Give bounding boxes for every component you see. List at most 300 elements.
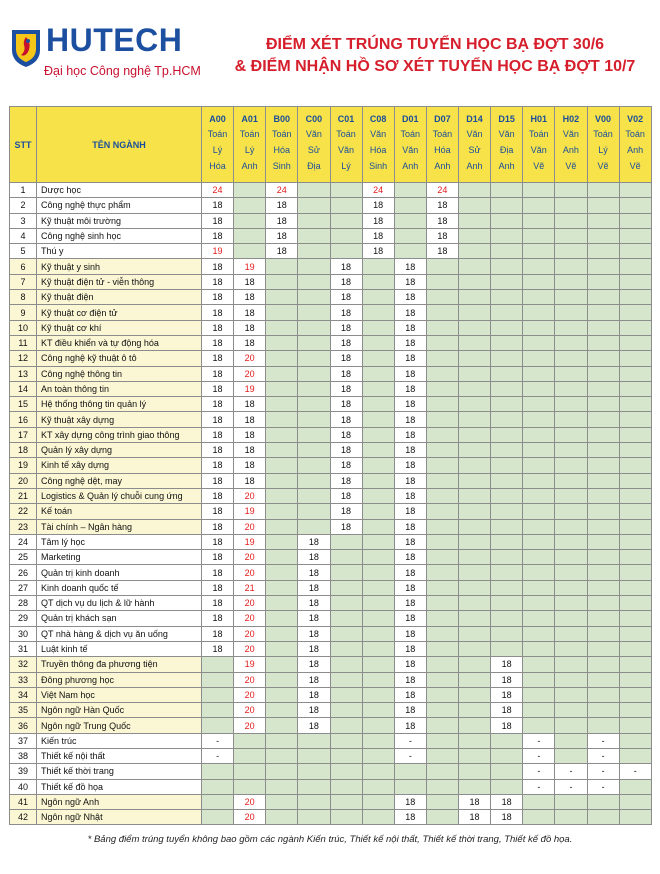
- score-cell: [202, 779, 234, 794]
- table-row: [10, 458, 652, 473]
- score-cell: 18: [394, 641, 426, 656]
- score-cell: [266, 580, 298, 595]
- score-cell: 18: [426, 228, 458, 243]
- score-cell: [523, 183, 555, 198]
- score-cell: [555, 198, 587, 213]
- score-cell: [523, 458, 555, 473]
- score-cell: [491, 779, 523, 794]
- score-cell: [266, 810, 298, 825]
- score-cell: [234, 213, 266, 228]
- score-cell: [491, 641, 523, 656]
- score-cell: [330, 198, 362, 213]
- score-cell: 18: [298, 641, 330, 656]
- score-cell: [202, 657, 234, 672]
- row-stt: 16: [10, 412, 37, 427]
- score-cell: [362, 351, 394, 366]
- score-cell: [298, 794, 330, 809]
- score-cell: [202, 687, 234, 702]
- row-major-name: Ngôn ngữ Hàn Quốc: [37, 703, 202, 718]
- score-cell: [523, 687, 555, 702]
- score-cell: 18: [330, 381, 362, 396]
- score-cell: [619, 259, 651, 274]
- score-cell: [362, 305, 394, 320]
- score-cell: [426, 565, 458, 580]
- score-cell: 20: [234, 641, 266, 656]
- score-cell: 20: [234, 519, 266, 534]
- score-cell: 18: [491, 703, 523, 718]
- row-major-name: Thiết kế thời trang: [37, 764, 202, 779]
- score-cell: [298, 458, 330, 473]
- group-subject: Toán: [239, 129, 260, 139]
- score-cell: [426, 259, 458, 274]
- score-cell: [330, 733, 362, 748]
- shield-logo-icon: [10, 28, 42, 68]
- group-subject: Lý: [212, 145, 223, 155]
- score-cell: 18: [202, 458, 234, 473]
- score-cell: [555, 810, 587, 825]
- score-cell: [330, 794, 362, 809]
- score-cell: [523, 580, 555, 595]
- score-cell: [619, 519, 651, 534]
- group-code: D15: [498, 114, 515, 124]
- score-cell: [523, 320, 555, 335]
- score-cell: [426, 748, 458, 763]
- score-cell: [362, 519, 394, 534]
- score-cell: [523, 427, 555, 442]
- group-code: V02: [627, 114, 644, 124]
- table-row: [10, 488, 652, 503]
- score-cell: [523, 810, 555, 825]
- score-cell: [330, 687, 362, 702]
- score-cell: [330, 764, 362, 779]
- score-cell: [426, 794, 458, 809]
- score-cell: [619, 397, 651, 412]
- score-cell: [619, 626, 651, 641]
- score-cell: [459, 443, 491, 458]
- score-cell: [426, 290, 458, 305]
- header-major-name: TÊN NGÀNH: [37, 107, 202, 183]
- score-cell: [426, 580, 458, 595]
- score-cell: [362, 565, 394, 580]
- score-cell: 18: [491, 718, 523, 733]
- row-major-name: Kỹ thuật điện tử - viễn thông: [37, 274, 202, 289]
- score-cell: [362, 488, 394, 503]
- score-cell: 18: [202, 351, 234, 366]
- score-cell: -: [523, 733, 555, 748]
- table-row: [10, 550, 652, 565]
- score-cell: [266, 351, 298, 366]
- group-subject: Hóa: [434, 145, 451, 155]
- score-cell: [394, 764, 426, 779]
- table-row: [10, 504, 652, 519]
- group-subject: Sinh: [272, 161, 291, 171]
- score-cell: [459, 320, 491, 335]
- row-major-name: Hệ thống thông tin quản lý: [37, 397, 202, 412]
- score-cell: [298, 335, 330, 350]
- score-cell: 18: [362, 228, 394, 243]
- score-cell: [587, 473, 619, 488]
- score-cell: [587, 381, 619, 396]
- group-subject: Vẽ: [597, 161, 609, 171]
- score-cell: [491, 412, 523, 427]
- row-stt: 6: [10, 259, 37, 274]
- score-cell: 20: [234, 626, 266, 641]
- score-cell: 18: [266, 244, 298, 259]
- score-cell: [491, 198, 523, 213]
- score-cell: [555, 733, 587, 748]
- score-cell: 20: [234, 687, 266, 702]
- score-cell: [266, 779, 298, 794]
- score-cell: [266, 611, 298, 626]
- score-cell: 18: [202, 519, 234, 534]
- score-cell: [619, 183, 651, 198]
- row-stt: 33: [10, 672, 37, 687]
- score-cell: [491, 473, 523, 488]
- score-cell: [555, 626, 587, 641]
- row-major-name: Marketing: [37, 550, 202, 565]
- table-row: [10, 351, 652, 366]
- score-cell: 18: [234, 335, 266, 350]
- group-subject: Lý: [598, 145, 608, 155]
- score-cell: [555, 565, 587, 580]
- score-cell: [266, 290, 298, 305]
- brand-tagline: Đại học Công nghệ Tp.HCM: [44, 64, 201, 78]
- score-cell: [555, 213, 587, 228]
- score-cell: 18: [394, 443, 426, 458]
- score-cell: [266, 504, 298, 519]
- group-subject: Sử: [468, 145, 481, 155]
- score-cell: 18: [298, 580, 330, 595]
- score-cell: 18: [330, 320, 362, 335]
- score-cell: [555, 611, 587, 626]
- table-row: [10, 534, 652, 549]
- score-cell: [362, 779, 394, 794]
- score-cell: [298, 305, 330, 320]
- score-cell: [491, 733, 523, 748]
- score-cell: 18: [202, 412, 234, 427]
- score-cell: 18: [394, 794, 426, 809]
- score-cell: [362, 641, 394, 656]
- score-cell: [266, 443, 298, 458]
- score-cell: [298, 764, 330, 779]
- score-cell: 18: [459, 810, 491, 825]
- score-cell: 18: [330, 259, 362, 274]
- score-cell: 24: [202, 183, 234, 198]
- score-cell: 18: [202, 381, 234, 396]
- score-cell: [298, 320, 330, 335]
- score-cell: [523, 412, 555, 427]
- score-cell: [491, 443, 523, 458]
- score-cell: [523, 504, 555, 519]
- group-code: C08: [369, 114, 387, 124]
- score-cell: [555, 596, 587, 611]
- row-stt: 15: [10, 397, 37, 412]
- score-cell: [619, 412, 651, 427]
- group-subject: Văn: [466, 129, 483, 139]
- score-cell: [523, 488, 555, 503]
- row-stt: 18: [10, 443, 37, 458]
- score-cell: [555, 641, 587, 656]
- row-stt: 22: [10, 504, 37, 519]
- score-cell: [234, 228, 266, 243]
- group-subject: Anh: [402, 161, 419, 171]
- score-cell: 20: [234, 366, 266, 381]
- score-cell: [426, 335, 458, 350]
- table-row: [10, 320, 652, 335]
- header-stt: STT: [10, 107, 37, 183]
- group-subject: Văn: [370, 129, 387, 139]
- score-cell: [426, 779, 458, 794]
- score-cell: 18: [298, 657, 330, 672]
- group-code: C01: [337, 114, 355, 124]
- row-major-name: Công nghệ kỹ thuật ô tô: [37, 351, 202, 366]
- score-cell: [587, 672, 619, 687]
- score-cell: [587, 397, 619, 412]
- score-cell: [298, 733, 330, 748]
- score-cell: [587, 366, 619, 381]
- score-cell: -: [394, 748, 426, 763]
- score-cell: [266, 733, 298, 748]
- score-cell: 18: [394, 565, 426, 580]
- score-cell: [202, 810, 234, 825]
- score-cell: [619, 794, 651, 809]
- score-cell: 18: [298, 672, 330, 687]
- score-cell: 18: [394, 274, 426, 289]
- score-cell: 18: [394, 718, 426, 733]
- score-cell: [587, 565, 619, 580]
- score-cell: -: [523, 779, 555, 794]
- row-stt: 36: [10, 718, 37, 733]
- score-cell: [491, 580, 523, 595]
- table-row: [10, 565, 652, 580]
- score-cell: [619, 550, 651, 565]
- score-cell: 18: [394, 397, 426, 412]
- score-cell: [266, 458, 298, 473]
- score-cell: -: [619, 764, 651, 779]
- score-cell: 18: [394, 626, 426, 641]
- score-cell: [587, 305, 619, 320]
- score-cell: [266, 259, 298, 274]
- hutech-logo: [8, 22, 213, 86]
- score-cell: [491, 748, 523, 763]
- score-cell: [587, 580, 619, 595]
- score-cell: [523, 305, 555, 320]
- score-cell: [362, 320, 394, 335]
- score-cell: 19: [234, 657, 266, 672]
- group-code: H02: [562, 114, 580, 124]
- score-cell: [298, 290, 330, 305]
- score-cell: 18: [394, 703, 426, 718]
- score-cell: [266, 703, 298, 718]
- score-cell: 18: [394, 427, 426, 442]
- score-cell: 18: [234, 290, 266, 305]
- score-cell: 18: [202, 641, 234, 656]
- score-cell: [523, 672, 555, 687]
- score-cell: [555, 228, 587, 243]
- score-cell: [426, 611, 458, 626]
- score-cell: 18: [330, 427, 362, 442]
- score-cell: [298, 351, 330, 366]
- score-cell: 18: [426, 213, 458, 228]
- score-cell: 18: [394, 412, 426, 427]
- row-stt: 42: [10, 810, 37, 825]
- score-cell: 20: [234, 611, 266, 626]
- footnote: * Bảng điểm trúng tuyển không bao gồm các ngành Kiến trúc, Thiết kế nội thất, Thiết kế thời trang, Thiết kế đồ họa.: [87, 834, 573, 845]
- score-cell: [523, 198, 555, 213]
- score-cell: [523, 534, 555, 549]
- group-subject: Hóa: [369, 145, 387, 155]
- score-cell: 18: [459, 794, 491, 809]
- score-cell: 20: [234, 488, 266, 503]
- table-row: [10, 687, 652, 702]
- row-major-name: KT xây dựng công trình giao thông: [37, 427, 202, 442]
- score-cell: [330, 565, 362, 580]
- table-row: [10, 764, 652, 779]
- score-cell: [587, 427, 619, 442]
- group-subject: Vẽ: [533, 161, 545, 171]
- score-cell: 24: [362, 183, 394, 198]
- score-cell: [587, 519, 619, 534]
- score-cell: 18: [202, 611, 234, 626]
- score-cell: [619, 718, 651, 733]
- row-major-name: Quản trị kinh doanh: [37, 565, 202, 580]
- row-stt: 32: [10, 657, 37, 672]
- page-title: [215, 34, 655, 78]
- header-group-c01: [330, 107, 362, 183]
- score-cell: 18: [394, 473, 426, 488]
- row-stt: 11: [10, 335, 37, 350]
- score-cell: 18: [394, 488, 426, 503]
- row-stt: 28: [10, 596, 37, 611]
- score-cell: 18: [394, 550, 426, 565]
- score-cell: [298, 488, 330, 503]
- score-cell: 20: [234, 794, 266, 809]
- score-cell: [523, 443, 555, 458]
- score-cell: 18: [394, 580, 426, 595]
- score-cell: 20: [234, 565, 266, 580]
- header-group-d07: [426, 107, 458, 183]
- score-cell: [587, 335, 619, 350]
- row-stt: 12: [10, 351, 37, 366]
- score-cell: [459, 228, 491, 243]
- score-cell: 20: [234, 351, 266, 366]
- score-cell: [619, 458, 651, 473]
- score-cell: [426, 733, 458, 748]
- group-subject: Toán: [529, 129, 549, 139]
- score-cell: [619, 733, 651, 748]
- score-cell: 18: [394, 458, 426, 473]
- score-cell: [234, 733, 266, 748]
- score-cell: [587, 228, 619, 243]
- score-cell: 18: [330, 519, 362, 534]
- score-cell: [426, 687, 458, 702]
- score-cell: [426, 550, 458, 565]
- row-stt: 37: [10, 733, 37, 748]
- score-cell: [362, 381, 394, 396]
- score-cell: [362, 672, 394, 687]
- score-cell: 20: [234, 703, 266, 718]
- group-subject: Lý: [244, 145, 255, 155]
- score-cell: [619, 290, 651, 305]
- score-cell: [298, 412, 330, 427]
- score-cell: [330, 718, 362, 733]
- score-cell: 18: [234, 443, 266, 458]
- row-major-name: Ngôn ngữ Nhật: [37, 810, 202, 825]
- score-cell: [234, 198, 266, 213]
- score-cell: [330, 550, 362, 565]
- score-cell: [491, 458, 523, 473]
- score-cell: [491, 397, 523, 412]
- row-stt: 17: [10, 427, 37, 442]
- score-cell: 18: [330, 335, 362, 350]
- group-subject: Anh: [498, 161, 515, 171]
- score-cell: [298, 381, 330, 396]
- row-stt: 5: [10, 244, 37, 259]
- table-row: [10, 443, 652, 458]
- row-stt: 29: [10, 611, 37, 626]
- score-cell: 21: [234, 580, 266, 595]
- score-cell: [330, 703, 362, 718]
- group-subject: Vẽ: [629, 161, 641, 171]
- score-cell: [587, 320, 619, 335]
- table-body: [10, 183, 652, 825]
- score-cell: [330, 657, 362, 672]
- score-cell: [362, 534, 394, 549]
- group-subject: Văn: [338, 145, 355, 155]
- score-cell: 18: [330, 473, 362, 488]
- score-cell: [298, 183, 330, 198]
- score-cell: 18: [202, 565, 234, 580]
- score-cell: [202, 764, 234, 779]
- score-cell: 18: [202, 473, 234, 488]
- score-cell: [362, 504, 394, 519]
- score-cell: [587, 488, 619, 503]
- score-cell: [362, 259, 394, 274]
- score-cell: [362, 397, 394, 412]
- score-cell: 18: [330, 366, 362, 381]
- score-cell: -: [555, 764, 587, 779]
- group-subject: Anh: [466, 161, 483, 171]
- score-cell: 18: [202, 596, 234, 611]
- row-major-name: Quản trị khách sạn: [37, 611, 202, 626]
- row-stt: 27: [10, 580, 37, 595]
- score-cell: [555, 504, 587, 519]
- score-cell: [234, 779, 266, 794]
- row-major-name: Dược học: [37, 183, 202, 198]
- group-subject: Anh: [562, 145, 579, 155]
- score-cell: [587, 657, 619, 672]
- score-cell: 18: [202, 259, 234, 274]
- score-cell: [459, 580, 491, 595]
- row-major-name: Kỹ thuật môi trường: [37, 213, 202, 228]
- score-cell: [491, 550, 523, 565]
- table-row: [10, 183, 652, 198]
- score-cell: [298, 244, 330, 259]
- score-cell: [459, 672, 491, 687]
- row-stt: 1: [10, 183, 37, 198]
- score-cell: 18: [394, 596, 426, 611]
- score-cell: [426, 366, 458, 381]
- score-cell: [555, 259, 587, 274]
- row-stt: 35: [10, 703, 37, 718]
- score-cell: [362, 335, 394, 350]
- score-cell: -: [587, 748, 619, 763]
- score-cell: [266, 641, 298, 656]
- score-cell: [619, 473, 651, 488]
- table-row: [10, 519, 652, 534]
- score-cell: [619, 748, 651, 763]
- score-cell: 18: [202, 504, 234, 519]
